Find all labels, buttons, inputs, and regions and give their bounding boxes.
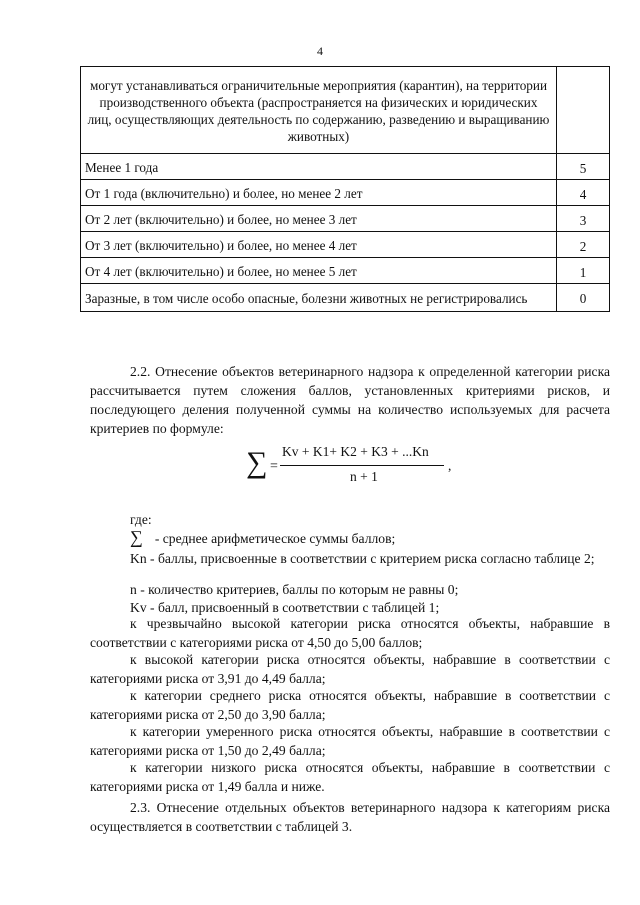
table-cell-description: От 3 лет (включительно) и более, но менее 4 лет (81, 232, 557, 258)
table-cell-description: От 1 года (включительно) и более, но менее 2 лет (81, 180, 557, 206)
risk-formula (246, 444, 476, 494)
table-cell-description: Заразные, в том числе особо опасные, болезни животных не регистрировались (81, 284, 557, 312)
table-row (81, 284, 610, 312)
sum-symbol: ∑ (246, 446, 268, 479)
where-label: где: (130, 512, 152, 527)
table-row (81, 258, 610, 284)
kv-definition: Kv - балл, присвоенный в соответствии с таблицей 1; (130, 600, 440, 615)
table-cell-description: могут устанавливаться ограничительные мероприятия (карантин), на территории производственного объекта (распространяется на физических и юридических лиц, осуществляющих деятельность по содержанию, разведению и выращиванию животных) (81, 67, 557, 154)
sigma-definition (130, 528, 610, 548)
n-definition: n - количество критериев, баллы по которым не равны 0; (130, 582, 459, 597)
table-cell-score: 2 (557, 232, 610, 258)
category-high: к высокой категории риска относятся объекты, набравшие в соответствии с категориями риска от 3,91 до 4,49 балла; (90, 652, 610, 686)
formula-numerator: Kv + K1+ K2 + K3 + ...Kn (282, 444, 429, 459)
table-row (81, 180, 610, 206)
category-medium: к категории среднего риска относятся объекты, набравшие в соответствии с категориями риска от 2,50 до 3,90 балла; (90, 688, 610, 722)
category-moderate: к категории умеренного риска относятся объекты, набравшие в соответствии с категориями риска от 1,50 до 2,49 балла; (90, 724, 610, 758)
paragraph-2-2: 2.2. Отнесение объектов ветеринарного надзора к определенной категории риска рассчитывается путем сложения баллов, установленных критериями рисков, и последующего деления полученной суммы на количество используемых для расчета критериев по формуле: (90, 364, 610, 436)
category-low: к категории низкого риска относятся объекты, набравшие в соответствии с категориями риска от 1,49 балла и ниже. (90, 760, 610, 794)
table-row (81, 206, 610, 232)
table-cell-score: 3 (557, 206, 610, 232)
table-cell-score (557, 67, 610, 154)
table-cell-description: Менее 1 года (81, 154, 557, 180)
paragraph-2-3: 2.3. Отнесение отдельных объектов ветеринарного надзора к категориям риска осуществляется в соответствии с таблицей 3. (90, 800, 610, 834)
table-row (81, 154, 610, 180)
sigma-description: - среднее арифметическое суммы баллов; (154, 531, 396, 546)
category-extreme: к чрезвычайно высокой категории риска относятся объекты, набравшие в соответствии с категориями риска от 4,50 до 5,00 баллов; (90, 616, 610, 650)
formula-comma: , (448, 458, 452, 473)
table-row (81, 67, 610, 154)
table-cell-score: 1 (557, 258, 610, 284)
table-cell-description: От 4 лет (включительно) и более, но менее 5 лет (81, 258, 557, 284)
table-cell-score: 0 (557, 284, 610, 312)
fraction-line (280, 465, 444, 466)
formula-denominator: n + 1 (350, 469, 378, 484)
table-cell-score: 5 (557, 154, 610, 180)
page-number: 4 (317, 44, 323, 58)
sum-symbol: ∑ (130, 527, 143, 547)
table-row (81, 232, 610, 258)
equals-sign: = (270, 459, 278, 474)
table-cell-description: От 2 лет (включительно) и более, но менее 3 лет (81, 206, 557, 232)
kn-definition: Kn - баллы, присвоенные в соответствии с критерием риска согласно таблице 2; (130, 551, 595, 566)
table-cell-score: 4 (557, 180, 610, 206)
criteria-table (80, 66, 610, 312)
